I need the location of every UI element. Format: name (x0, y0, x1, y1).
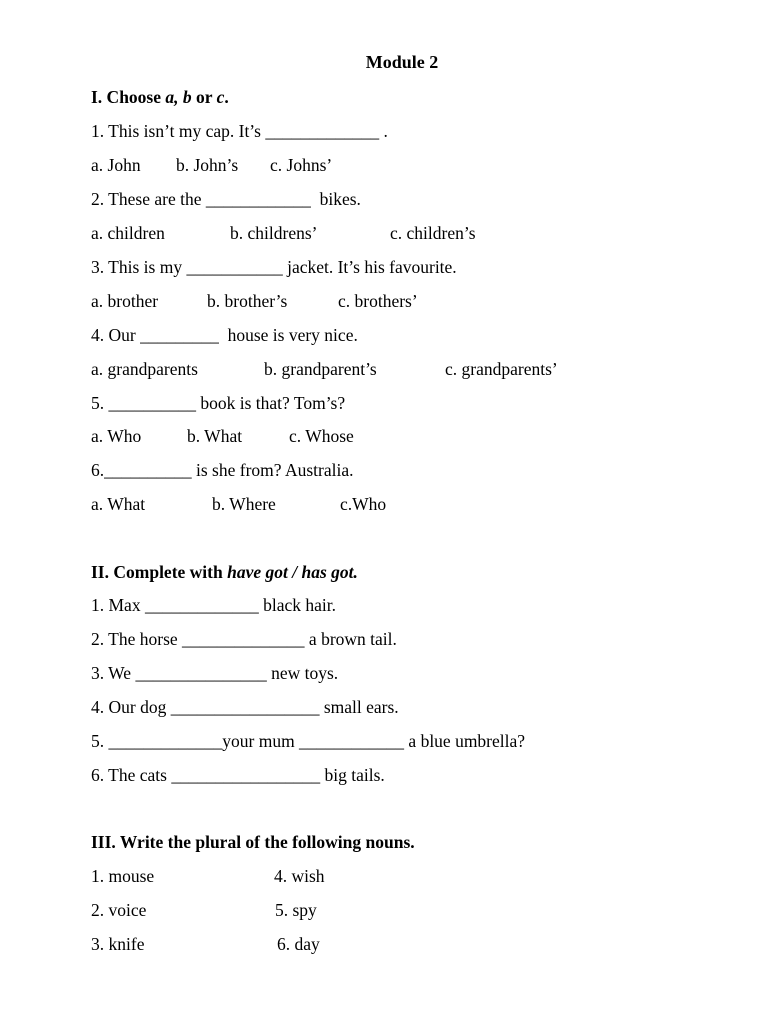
q4-option-b: b. grandparent’s (264, 359, 377, 379)
q6-option-a: a. What (91, 494, 146, 514)
section-1-heading (91, 86, 229, 108)
q4-option-a: a. grandparents (91, 359, 198, 379)
section-2-heading-em: have got / has got. (227, 562, 358, 582)
q4-option-c: c. grandparents’ (445, 359, 558, 379)
question-2: 2. These are the ____________ bikes. (91, 189, 361, 209)
q6-option-c: c.Who (340, 494, 387, 514)
plural-item-5: 5. spy (275, 900, 317, 920)
have-got-item-5: 5. _____________your mum ____________ a blue umbrella? (91, 731, 526, 751)
have-got-item-2: 2. The horse ______________ a brown tail. (91, 629, 397, 649)
q1-option-c: c. Johns’ (270, 155, 333, 175)
q2-option-c: c. children’s (390, 223, 476, 243)
plural-item-4: 4. wish (274, 866, 325, 886)
question-5: 5. __________ book is that? Tom’s? (91, 393, 346, 413)
section-1-heading-mid: or (191, 87, 217, 107)
section-1-heading-em2: c (216, 87, 225, 107)
have-got-item-6: 6. The cats _________________ big tails. (91, 765, 385, 785)
q1-option-a: a. John (91, 155, 141, 175)
question-1: 1. This isn’t my cap. It’s _____________ . (91, 121, 388, 141)
question-3: 3. This is my ___________ jacket. It’s his favourite. (91, 257, 457, 277)
have-got-item-3: 3. We _______________ new toys. (91, 663, 339, 683)
plural-item-6: 6. day (277, 934, 320, 954)
q5-option-b: b. What (187, 426, 243, 446)
q2-option-a: a. children (91, 223, 165, 243)
plural-item-1: 1. mouse (91, 866, 155, 886)
q3-option-b: b. brother’s (207, 291, 288, 311)
section-2-heading-prefix: II. Complete with (91, 562, 228, 582)
page-title: Module 2 (365, 52, 439, 72)
q3-option-c: c. brothers’ (338, 291, 418, 311)
section-3-heading: III. Write the plural of the following nouns. (91, 832, 415, 852)
section-2-heading (91, 561, 358, 583)
section-1-heading-suffix: . (224, 87, 229, 107)
question-4: 4. Our _________ house is very nice. (91, 325, 358, 345)
q6-option-b: b. Where (212, 494, 276, 514)
q1-option-b: b. John’s (176, 155, 239, 175)
q5-option-c: c. Whose (289, 426, 354, 446)
section-1-heading-em: a, b (165, 87, 192, 107)
have-got-item-4: 4. Our dog _________________ small ears. (91, 697, 399, 717)
q3-option-a: a. brother (91, 291, 159, 311)
q5-option-a: a. Who (91, 426, 142, 446)
plural-item-2: 2. voice (91, 900, 147, 920)
have-got-item-1: 1. Max _____________ black hair. (91, 595, 336, 615)
section-1-heading-prefix: I. Choose (91, 87, 166, 107)
plural-item-3: 3. knife (91, 934, 145, 954)
question-6: 6.__________ is she from? Australia. (91, 460, 354, 480)
q2-option-b: b. childrens’ (230, 223, 318, 243)
